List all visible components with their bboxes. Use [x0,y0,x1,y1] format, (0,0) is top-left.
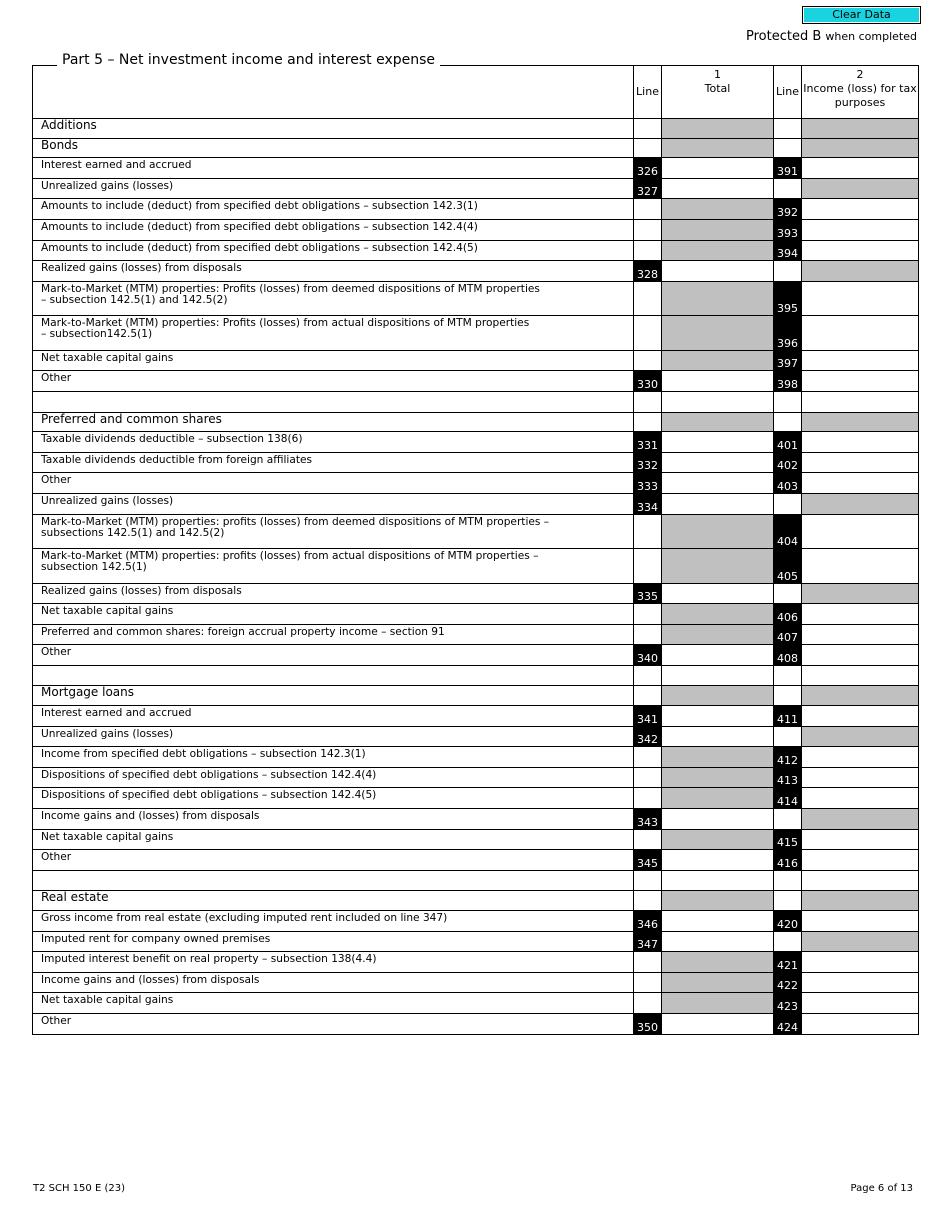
row-label: Income gains and (losses) from disposals [33,809,634,830]
total-input[interactable] [662,178,774,199]
header-blank [33,66,634,119]
line-cell [774,809,802,830]
protected-qualifier: when completed [825,30,917,43]
line-number: 402 [774,452,802,473]
row-label: Interest earned and accrued [33,158,634,179]
line-number: 394 [774,240,802,261]
line-number: 416 [774,850,802,871]
line-cell [634,993,662,1014]
section-row [33,119,919,139]
tax-purposes-input[interactable] [802,371,919,392]
row-label [33,665,634,686]
section-row [33,686,919,706]
row-label: Realized gains (losses) from disposals [33,261,634,282]
line-cell [634,350,662,371]
line-cell [774,412,802,432]
shaded-cell [802,583,919,604]
total-input[interactable] [662,432,774,453]
row-label: Unrealized gains (losses) [33,178,634,199]
section-heading: Preferred and common shares [33,412,634,432]
table-row [33,850,919,871]
line-cell [634,514,662,549]
blank-row [33,870,919,891]
shaded-cell [802,686,919,706]
tax-purposes-input[interactable] [802,432,919,453]
row-label: Unrealized gains (losses) [33,726,634,747]
row-label: Net taxable capital gains [33,350,634,371]
shaded-cell [802,138,919,158]
line-cell [634,219,662,240]
row-label: Gross income from real estate (excluding imputed rent included on line 347) [33,911,634,932]
line-cell [634,199,662,220]
row-label: Other [33,645,634,666]
row-label: Unrealized gains (losses) [33,493,634,514]
line-number: 421 [774,952,802,973]
line-number: 404 [774,514,802,549]
row-label: Income from specified debt obligations – subsection 142.3(1) [33,747,634,768]
tax-purposes-input[interactable] [802,316,919,351]
line-cell [774,686,802,706]
section-row [33,412,919,432]
row-label: Imputed interest benefit on real property – subsection 138(4.4) [33,952,634,973]
line-number: 420 [774,911,802,932]
line-cell [634,316,662,351]
shaded-cell [802,261,919,282]
shaded-cell [662,604,774,625]
line-cell [774,261,802,282]
total-input[interactable] [662,1013,774,1034]
row-label [33,391,634,412]
line-cell [634,665,662,686]
line-number: 424 [774,1013,802,1034]
total-input[interactable] [662,493,774,514]
shaded-cell [802,809,919,830]
section-heading: Bonds [33,138,634,158]
header-col2-label: Income (loss) for tax purposes [803,82,917,109]
table-row [33,624,919,645]
row-label: Other [33,371,634,392]
table-row [33,972,919,993]
line-number: 333 [634,473,662,494]
tax-purposes-input[interactable] [802,972,919,993]
line-cell [774,138,802,158]
table-row [33,726,919,747]
shaded-cell [662,514,774,549]
line-cell [774,583,802,604]
line-number: 401 [774,432,802,453]
line-number: 408 [774,645,802,666]
line-cell [634,952,662,973]
table-row [33,952,919,973]
table-row [33,514,919,549]
table-row [33,371,919,392]
tax-purposes-input[interactable] [802,158,919,179]
line-number: 395 [774,281,802,316]
line-number: 350 [634,1013,662,1034]
line-cell [634,391,662,412]
line-number: 403 [774,473,802,494]
form-identifier: T2 SCH 150 E (23) [33,1183,125,1194]
shaded-cell [662,686,774,706]
line-number: 330 [634,371,662,392]
row-label: Dispositions of specified debt obligations – subsection 142.4(4) [33,767,634,788]
table-row [33,350,919,371]
line-cell [774,493,802,514]
clear-data-button[interactable]: Clear Data [802,6,921,24]
line-cell [774,931,802,952]
blank-row [33,665,919,686]
row-label: Other [33,850,634,871]
tax-purposes-input[interactable] [802,604,919,625]
line-cell [774,119,802,139]
shaded-cell [662,138,774,158]
header-line-col2: Line [774,66,802,119]
line-cell [634,281,662,316]
row-label: Interest earned and accrued [33,706,634,727]
tax-purposes-input[interactable] [802,767,919,788]
shaded-cell [662,624,774,645]
shaded-cell [802,119,919,139]
line-number: 413 [774,767,802,788]
shaded-cell [662,829,774,850]
table-row [33,452,919,473]
table-row [33,281,919,316]
shaded-cell [662,767,774,788]
line-number: 346 [634,911,662,932]
line-number: 335 [634,583,662,604]
header-col1-number: 1 [714,68,721,81]
line-number: 393 [774,219,802,240]
table-row [33,604,919,625]
table-row [33,158,919,179]
tax-purposes-input[interactable] [802,549,919,584]
line-number: 392 [774,199,802,220]
table-row [33,706,919,727]
part-title: Part 5 – Net investment income and interest expense [57,52,440,68]
row-label: Other [33,1013,634,1034]
total-input[interactable] [662,726,774,747]
row-label: Mark-to-Market (MTM) properties: profits (losses) from actual dispositions of MTM properties – subsection 142.5(1) [33,549,634,584]
line-cell [774,665,802,686]
total-input[interactable] [662,583,774,604]
shaded-cell [662,549,774,584]
row-label: Taxable dividends deductible from foreign affiliates [33,452,634,473]
tax-purposes-input[interactable] [802,624,919,645]
tax-purposes-input[interactable] [802,706,919,727]
line-cell [634,747,662,768]
line-cell [634,138,662,158]
total-input[interactable] [662,473,774,494]
line-cell [634,549,662,584]
section-row [33,138,919,158]
line-cell [634,767,662,788]
protected-label: Protected B [746,29,822,44]
line-cell [774,391,802,412]
total-input[interactable] [662,371,774,392]
row-label: Mark-to-Market (MTM) properties: profits (losses) from deemed dispositions of MTM properties – subsections 142.5(1) and 142.5(2) [33,514,634,549]
row-label [33,870,634,891]
line-number: 391 [774,158,802,179]
line-number: 332 [634,452,662,473]
tax-purposes-input[interactable] [802,788,919,809]
section-heading: Additions [33,119,634,139]
tax-field [802,391,919,412]
line-cell [634,119,662,139]
total-field [662,870,774,891]
line-number: 334 [634,493,662,514]
header-line-col1: Line [634,66,662,119]
line-number: 414 [774,788,802,809]
shaded-cell [662,199,774,220]
tax-purposes-input[interactable] [802,747,919,768]
row-label: Mark-to-Market (MTM) properties: Profits (losses) from actual dispositions of MTM properties – subsection142.5(1) [33,316,634,351]
shaded-cell [662,747,774,768]
row-label: Amounts to include (deduct) from specified debt obligations – subsection 142.3(1) [33,199,634,220]
table-row [33,432,919,453]
total-input[interactable] [662,261,774,282]
total-input[interactable] [662,809,774,830]
line-cell [634,412,662,432]
line-number: 406 [774,604,802,625]
line-number: 341 [634,706,662,727]
line-number: 411 [774,706,802,727]
table-row [33,493,919,514]
shaded-cell [662,891,774,911]
section-heading: Real estate [33,891,634,911]
row-label: Realized gains (losses) from disposals [33,583,634,604]
shaded-cell [662,119,774,139]
shaded-cell [662,412,774,432]
shaded-cell [802,178,919,199]
line-cell [774,726,802,747]
tax-purposes-input[interactable] [802,473,919,494]
table-row [33,747,919,768]
line-number: 405 [774,549,802,584]
line-number: 398 [774,371,802,392]
total-field [662,391,774,412]
shaded-cell [802,726,919,747]
line-number: 343 [634,809,662,830]
line-number: 342 [634,726,662,747]
table-row [33,788,919,809]
shaded-cell [802,412,919,432]
section-heading: Mortgage loans [33,686,634,706]
line-cell [634,870,662,891]
tax-field [802,870,919,891]
line-cell [634,604,662,625]
table-row [33,645,919,666]
line-number: 407 [774,624,802,645]
line-cell [774,178,802,199]
total-input[interactable] [662,158,774,179]
shaded-cell [662,281,774,316]
line-number: 422 [774,972,802,993]
table-row [33,549,919,584]
table-row [33,829,919,850]
tax-purposes-input[interactable] [802,829,919,850]
shaded-cell [662,972,774,993]
row-label: Net taxable capital gains [33,829,634,850]
shaded-cell [662,240,774,261]
table-row [33,911,919,932]
line-number: 328 [634,261,662,282]
shaded-cell [662,316,774,351]
tax-purposes-input[interactable] [802,514,919,549]
blank-row [33,391,919,412]
total-input[interactable] [662,931,774,952]
section-row [33,891,919,911]
line-number: 331 [634,432,662,453]
net-investment-income-table [32,65,919,1035]
header-col2 [802,66,919,119]
row-label: Taxable dividends deductible – subsection 138(6) [33,432,634,453]
shaded-cell [662,993,774,1014]
table-row [33,583,919,604]
total-field [662,665,774,686]
total-input[interactable] [662,706,774,727]
table-row [33,178,919,199]
row-label: Imputed rent for company owned premises [33,931,634,952]
protected-b-notice [746,29,917,44]
tax-purposes-input[interactable] [802,219,919,240]
header-col1 [662,66,774,119]
row-label: Amounts to include (deduct) from specified debt obligations – subsection 142.4(5) [33,240,634,261]
line-number: 415 [774,829,802,850]
line-cell [634,829,662,850]
line-number: 423 [774,993,802,1014]
table-row [33,473,919,494]
tax-purposes-input[interactable] [802,850,919,871]
table-row [33,993,919,1014]
tax-purposes-input[interactable] [802,452,919,473]
tax-purposes-input[interactable] [802,952,919,973]
line-number: 345 [634,850,662,871]
line-cell [774,891,802,911]
table-row [33,316,919,351]
tax-purposes-input[interactable] [802,281,919,316]
row-label: Preferred and common shares: foreign accrual property income – section 91 [33,624,634,645]
row-label: Amounts to include (deduct) from specified debt obligations – subsection 142.4(4) [33,219,634,240]
shaded-cell [802,931,919,952]
line-cell [634,891,662,911]
line-cell [634,788,662,809]
total-input[interactable] [662,452,774,473]
row-label: Income gains and (losses) from disposals [33,972,634,993]
tax-purposes-input[interactable] [802,199,919,220]
line-number: 397 [774,350,802,371]
tax-field [802,665,919,686]
table-row [33,219,919,240]
table-row [33,809,919,830]
tax-purposes-input[interactable] [802,240,919,261]
total-input[interactable] [662,850,774,871]
tax-purposes-input[interactable] [802,1013,919,1034]
line-number: 340 [634,645,662,666]
row-label: Other [33,473,634,494]
line-cell [634,624,662,645]
shaded-cell [802,493,919,514]
table-row [33,261,919,282]
row-label: Net taxable capital gains [33,993,634,1014]
header-col2-number: 2 [856,68,864,81]
line-number: 412 [774,747,802,768]
line-number: 327 [634,178,662,199]
line-cell [774,870,802,891]
shaded-cell [802,891,919,911]
tax-purposes-input[interactable] [802,993,919,1014]
tax-purposes-input[interactable] [802,911,919,932]
shaded-cell [662,952,774,973]
header-col1-label: Total [704,82,731,95]
table-row [33,931,919,952]
shaded-cell [662,350,774,371]
line-number: 396 [774,316,802,351]
shaded-cell [662,788,774,809]
shaded-cell [662,219,774,240]
table-row [33,199,919,220]
tax-purposes-input[interactable] [802,645,919,666]
line-cell [634,686,662,706]
table-row [33,1013,919,1034]
tax-purposes-input[interactable] [802,350,919,371]
row-label: Net taxable capital gains [33,604,634,625]
table-row [33,767,919,788]
table-header-row [33,66,919,119]
total-input[interactable] [662,645,774,666]
line-number: 326 [634,158,662,179]
line-number: 347 [634,931,662,952]
row-label: Dispositions of specified debt obligations – subsection 142.4(5) [33,788,634,809]
total-input[interactable] [662,911,774,932]
line-cell [634,972,662,993]
row-label: Mark-to-Market (MTM) properties: Profits (losses) from deemed dispositions of MTM properties – subsection 142.5(1) and 142.5(2) [33,281,634,316]
table-row [33,240,919,261]
line-cell [634,240,662,261]
page-number: Page 6 of 13 [850,1183,913,1194]
